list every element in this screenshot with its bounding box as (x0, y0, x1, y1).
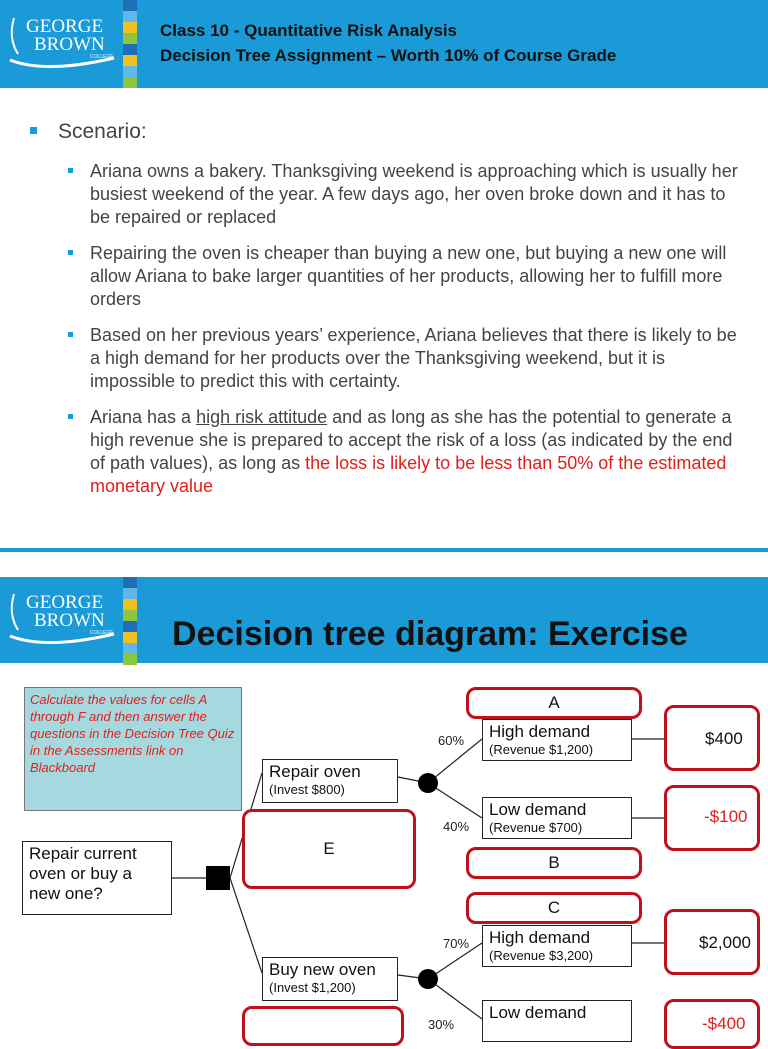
end-value: -$400 (702, 1014, 746, 1033)
title-line-2: Decision Tree Assignment – Worth 10% of Course Grade (160, 46, 617, 65)
bullet-icon (68, 414, 73, 419)
end-value: $2,000 (699, 933, 751, 952)
cell-f (242, 1006, 404, 1046)
decision-node-icon (206, 866, 230, 890)
bullet-icon (68, 250, 73, 255)
slide2-title: Decision tree diagram: Exercise (172, 615, 688, 653)
cell-a: A (466, 687, 642, 719)
logo-word-brown: BROWN (34, 34, 105, 55)
logo-word-george: GEORGE (26, 16, 104, 37)
probability-label: 70% (443, 936, 470, 951)
cell-c: C (466, 892, 642, 924)
instruction-note: Calculate the values for cells A through F and then answer the questions in the Decision Tree Quiz in the Assessments link on Blackboard (24, 687, 242, 811)
risk-attitude-text: high risk attitude (196, 407, 328, 427)
scenario-bullet: Repairing the oven is cheaper than buying a new one, but buying a new one will allow Ariana to bake larger quantities of her products, allowing her to fulfill more orders (30, 242, 750, 311)
end-value: -$100 (704, 807, 748, 826)
outcome-high-demand-repair: High demand (Revenue $1,200) (482, 719, 632, 761)
cell-b: B (466, 847, 642, 879)
scenario-bullet-risk: Ariana has a high risk attitude and as long as she has the potential to generate a high revenue she is prepared to accept the risk of a loss (as indicated by the end of path values), as long as the loss is likely to be less than 50% of the estimated monetary value (30, 406, 750, 498)
george-brown-logo (6, 584, 118, 646)
scenario-list (30, 118, 750, 511)
probability-label: 30% (428, 1017, 455, 1032)
root-decision-box: Repair current oven or buy a new one? (22, 841, 172, 915)
logo-word-college: COLLEGE (90, 54, 114, 60)
outcome-low-demand-buy: Low demand (482, 1000, 632, 1042)
outcome-low-demand-repair: Low demand (Revenue $700) (482, 797, 632, 839)
loss-condition-text: the loss is likely to be less than 50% of the estimated monetary value (90, 453, 727, 496)
logo-word-brown: BROWN (34, 610, 105, 631)
probability-label: 60% (438, 733, 465, 748)
bullet-icon (68, 332, 73, 337)
slide-divider (0, 548, 768, 552)
george-brown-logo (6, 8, 118, 70)
end-value: $400 (705, 729, 743, 748)
logo-word-college: COLLEGE (90, 630, 114, 636)
logo-color-stripe (123, 0, 137, 88)
scenario-bullet: Ariana owns a bakery. Thanksgiving weekend is approaching which is usually her busiest weekend of the year. A few days ago, her oven broke down and it has to be repaired or replaced (30, 160, 750, 229)
logo-color-stripe (123, 577, 137, 663)
decision-tree-diagram (0, 663, 768, 1033)
chance-node-icon (418, 969, 438, 989)
chance-node-icon (418, 773, 438, 793)
bullet-icon (30, 127, 37, 134)
title-line-1: Class 10 - Quantitative Risk Analysis (160, 21, 457, 40)
buy-oven-box: Buy new oven (Invest $1,200) (262, 957, 398, 1001)
cell-e: E (242, 809, 416, 889)
bullet-icon (68, 168, 73, 173)
slide-header-title (160, 18, 760, 68)
slide2-header (0, 577, 768, 663)
repair-oven-box: Repair oven (Invest $800) (262, 759, 398, 803)
outcome-high-demand-buy: High demand (Revenue $3,200) (482, 925, 632, 967)
scenario-bullet: Based on her previous years’ experience, Ariana believes that there is likely to be a high demand for her products over the Thanksgiving weekend, but it is impossible to predict this with certainty. (30, 324, 750, 393)
slide-header (0, 0, 768, 88)
probability-label: 40% (443, 819, 470, 834)
scenario-heading: Scenario: (30, 118, 750, 146)
logo-word-george: GEORGE (26, 592, 104, 613)
